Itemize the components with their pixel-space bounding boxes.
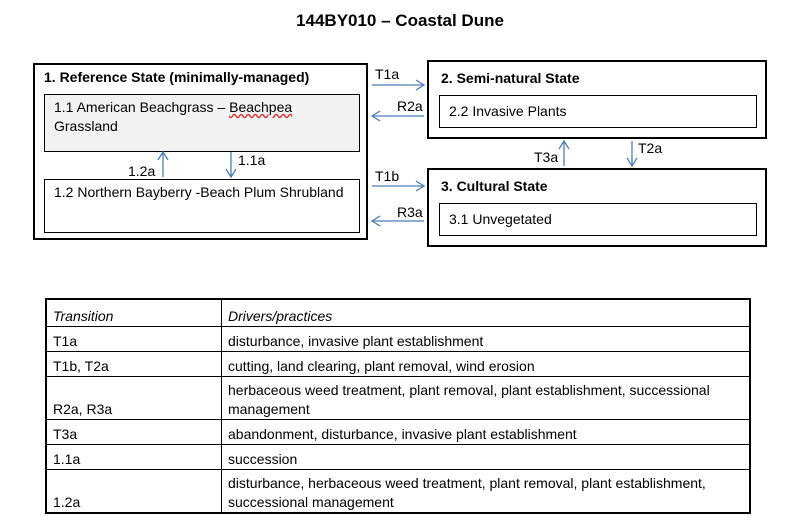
transition-cell: R2a, R3a (46, 377, 222, 420)
transition-t3a-label: T3a (534, 149, 559, 165)
table-row (46, 327, 750, 352)
transition-cell: T1a (46, 327, 222, 352)
transition-t2a-label: T2a (638, 140, 663, 156)
drivers-cell: disturbance, invasive plant establishment (222, 327, 751, 352)
community-1-1-label-cont: Grassland (54, 118, 118, 134)
drivers-table (45, 298, 751, 514)
transition-t1a-label: T1a (375, 66, 400, 82)
transition-t1b-label: T1b (375, 168, 400, 184)
community-1-1-label: 1.1 American Beachgrass – (54, 99, 230, 115)
transition-r2a-label: R2a (397, 98, 423, 114)
transition-cell: T3a (46, 420, 222, 445)
community-2-2-label: 2.2 Invasive Plants (449, 103, 567, 119)
drivers-cell: abandonment, disturbance, invasive plant establishment (222, 420, 751, 445)
state-3-title: 3. Cultural State (441, 178, 548, 194)
table-row (46, 377, 750, 420)
pathway-1-1a-label: 1.1a (238, 152, 266, 168)
drivers-cell: herbaceous weed treatment, plant removal, plant establishment, successional management (222, 377, 751, 420)
table-row (46, 445, 750, 470)
table-row (46, 420, 750, 445)
state-2-title: 2. Semi-natural State (441, 70, 580, 86)
transition-cell: T1b, T2a (46, 352, 222, 377)
diagram-title: 144BY010 – Coastal Dune (296, 11, 504, 30)
transition-cell: 1.1a (46, 445, 222, 470)
pathway-1-2a-label: 1.2a (128, 163, 156, 179)
header-transition: Transition (46, 299, 222, 327)
community-1-2-label: 1.2 Northern Bayberry -Beach Plum Shrubland (54, 184, 344, 200)
drivers-cell: cutting, land clearing, plant removal, wind erosion (222, 352, 751, 377)
drivers-cell: succession (222, 445, 751, 470)
table-row (46, 352, 750, 377)
drivers-cell: disturbance, herbaceous weed treatment, plant removal, plant establishment, successional management (222, 470, 751, 514)
arrow-t3a (559, 141, 569, 166)
transition-cell: 1.2a (46, 470, 222, 514)
arrow-t2a (627, 141, 637, 166)
header-drivers: Drivers/practices (222, 299, 751, 327)
state-1-title: 1. Reference State (minimally-managed) (44, 69, 310, 85)
table-row (46, 470, 750, 514)
community-3-1-label: 3.1 Unvegetated (449, 211, 552, 227)
community-1-1-flagged-word: Beachpea (229, 99, 293, 115)
transition-r3a-label: R3a (397, 204, 423, 220)
arrow-1-2a (158, 152, 168, 177)
table-header-row (46, 299, 750, 327)
arrow-1-1a (226, 152, 236, 177)
